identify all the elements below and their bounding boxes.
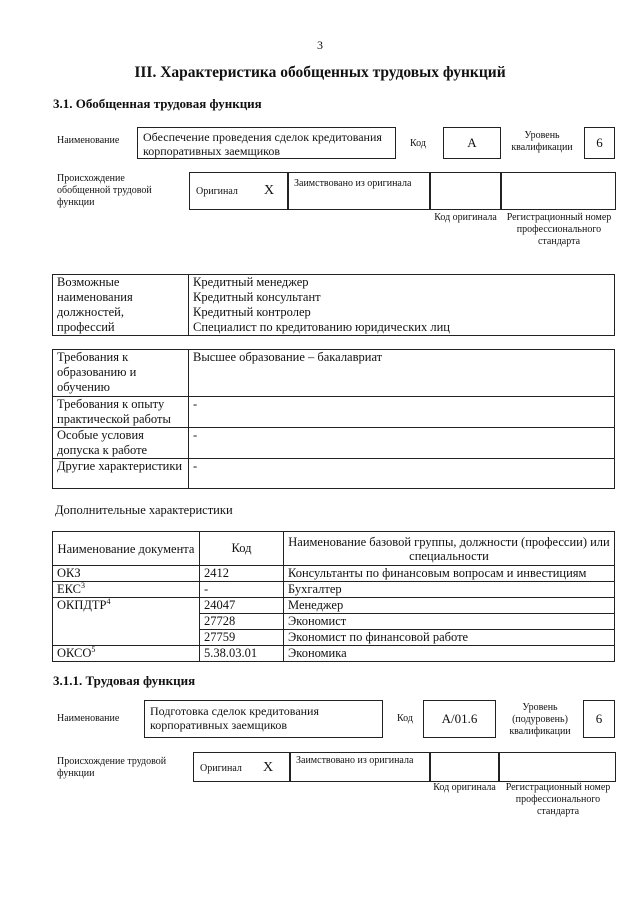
tf-original-label: Оригинал [200, 763, 242, 774]
table-row [53, 582, 615, 598]
additional-doc: ОКПДТР$^4$ [53, 598, 200, 646]
tf-reg-number-label: Регистрационный номер профессионального стандарта [505, 782, 611, 817]
additional-doc: ОКСО$^5$ [53, 646, 200, 662]
gf-reg-number-label: Регистрационный номер профессионального стандарта [506, 212, 612, 247]
additional-name: Экономика [284, 646, 615, 662]
gf-borrowed-cell: Заимствовано из оригинала [288, 172, 430, 210]
gf-reg-number-cell [501, 172, 616, 210]
tf-reg-number-cell [499, 752, 616, 782]
gf-original-cell [189, 172, 288, 210]
gf-level-value: 6 [584, 127, 615, 159]
additional-code: - [200, 582, 284, 598]
tf-original-mark: X [263, 760, 274, 775]
positions-table [52, 274, 615, 336]
gf-code-label: Код [410, 138, 426, 149]
tf-code-original-label: Код оригинала [433, 782, 496, 793]
page-number: 3 [317, 38, 323, 52]
additional-header-doc: Наименование документа [53, 532, 200, 566]
gf-name-value: Обеспечение проведения сделок кредитования корпоративных заемщиков [137, 127, 396, 159]
gf-name-label: Наименование [57, 135, 120, 146]
additional-header-name: Наименование базовой группы, должности (профессии) или специальности [284, 532, 615, 566]
tf-borrowed-cell: Заимствовано из оригинала [290, 752, 430, 782]
additional-header-code: Код [200, 532, 284, 566]
req-label: Требования к опыту практической работы [53, 397, 189, 428]
req-value: Высшее образование – бакалавриат [189, 350, 615, 397]
gf-code-original-label: Код оригинала [434, 212, 497, 223]
tf-level-value: 6 [583, 700, 615, 738]
positions-list [189, 275, 615, 336]
additional-name: Экономист [284, 614, 615, 630]
gf-code-value: A [443, 127, 501, 159]
table-row [53, 566, 615, 582]
additional-doc: ОКЗ [53, 566, 200, 582]
req-value: - [189, 459, 615, 489]
req-value: - [189, 428, 615, 459]
additional-table [52, 531, 615, 662]
gf-origin-label: Происхождение обобщенной трудовой функции [57, 173, 152, 208]
req-label: Требования к образованию и обучению [53, 350, 189, 397]
tf-level-label: Уровень (подуровень) квалификации [509, 702, 571, 737]
positions-label: Возможные наименования должностей, профессий [53, 275, 189, 336]
additional-doc: ЕКС$^3$ [53, 582, 200, 598]
additional-code: 5.38.03.01 [200, 646, 284, 662]
additional-name: Консультанты по финансовым вопросам и инвестициям [284, 566, 615, 582]
tf-origin-label: Происхождение трудовой функции [57, 756, 167, 779]
additional-code: 27728 [200, 614, 284, 630]
table-row [53, 646, 615, 662]
additional-code: 27759 [200, 630, 284, 646]
gf-code-original-cell [430, 172, 501, 210]
gf-original-mark: X [264, 183, 275, 198]
additional-name: Бухгалтер [284, 582, 615, 598]
additional-code: 2412 [200, 566, 284, 582]
req-label: Другие характеристики [53, 459, 189, 489]
position-item: Специалист по кредитованию юридических лиц [193, 320, 450, 334]
tf-original-cell [193, 752, 290, 782]
additional-name: Менеджер [284, 598, 615, 614]
gf-original-label: Оригинал [196, 186, 238, 197]
additional-code: 24047 [200, 598, 284, 614]
req-value: - [189, 397, 615, 428]
tf-code-label: Код [397, 713, 413, 724]
tf-name-value: Подготовка сделок кредитования корпоративных заемщиков [144, 700, 383, 738]
tf-code-value: A/01.6 [423, 700, 496, 738]
tf-heading: 3.1.1. Трудовая функция [53, 673, 196, 688]
req-label: Особые условия допуска к работе [53, 428, 189, 459]
additional-title: Дополнительные характеристики [55, 503, 233, 517]
position-item: Кредитный контролер [193, 305, 311, 319]
position-item: Кредитный консультант [193, 290, 321, 304]
gf-level-label: Уровень квалификации [511, 130, 573, 153]
requirements-table [52, 349, 615, 489]
table-row [53, 598, 615, 614]
gf-heading: 3.1. Обобщенная трудовая функция [53, 96, 262, 111]
section-title: III. Характеристика обобщенных трудовых функций [134, 64, 506, 81]
additional-name: Экономист по финансовой работе [284, 630, 615, 646]
tf-code-original-cell [430, 752, 499, 782]
tf-name-label: Наименование [57, 713, 120, 724]
position-item: Кредитный менеджер [193, 275, 309, 289]
